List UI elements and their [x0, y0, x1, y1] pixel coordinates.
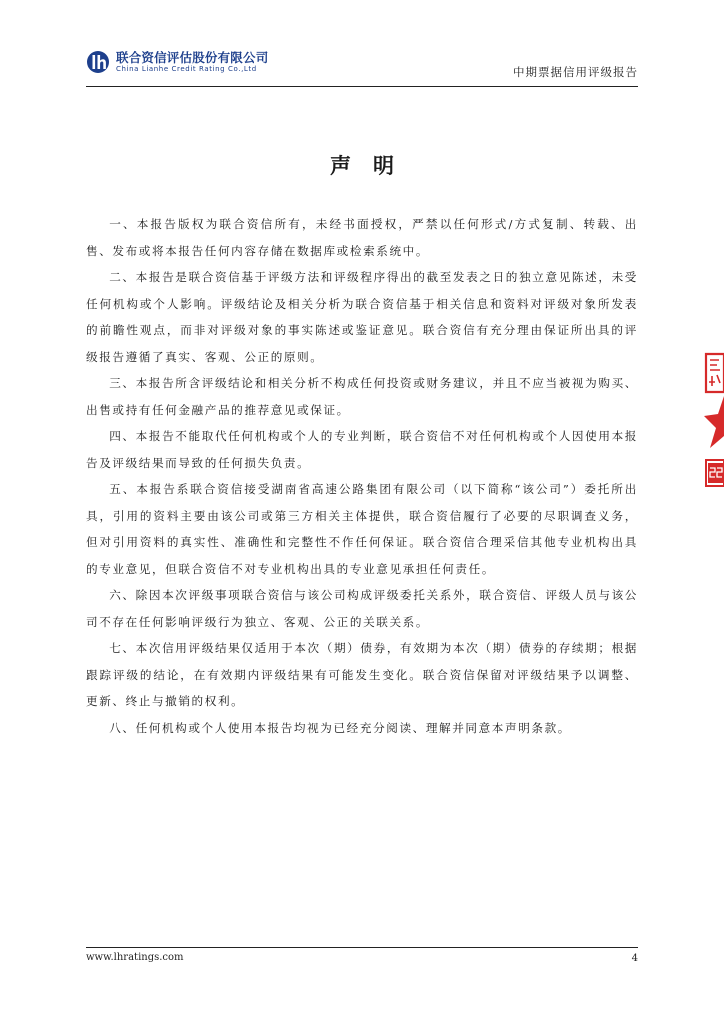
company-name-en: China Lianhe Credit Rating Co.,Ltd	[116, 65, 257, 73]
declaration-item: 五、本报告系联合资信接受湖南省高速公路集团有限公司（以下简称“该公司”）委托所出具，引用的资料主要由该公司或第三方相关主体提供，联合资信履行了必要的尽职调查义务，但对引用资料的真实性、准确性和完整性不作任何保证。联合资信合理采信其他专业机构出具的专业意见，但联合资信不对专业机构出具的专业意见承担任何责任。	[86, 482, 638, 576]
footer-website: www.lhratings.com	[86, 952, 184, 963]
company-name-cn: 联合资信评估股份有限公司	[116, 50, 269, 65]
declaration-body	[86, 211, 638, 741]
report-type: 中期票据信用评级报告	[513, 65, 638, 79]
page-number: 4	[631, 953, 638, 964]
declaration-item: 八、任何机构或个人使用本报告均视为已经充分阅读、理解并同意本声明条款。	[109, 720, 571, 735]
declaration-item: 七、本次信用评级结果仅适用于本次（期）债券，有效期为本次（期）债券的存续期；根据跟踪评级的结论，在有效期内评级结果有可能发生变化。联合资信保留对评级结果予以调整、更新、终止与撤销的权利。	[86, 641, 638, 708]
declaration-item: 三、本报告所含评级结论和相关分析不构成任何投资或财务建议，并且不应当被视为购买、出售或持有任何金融产品的推荐意见或保证。	[86, 376, 638, 417]
footer-divider	[86, 947, 638, 948]
lianhe-logo-icon	[86, 50, 110, 74]
company-seal-stamp	[704, 352, 724, 490]
declaration-item: 六、除因本次评级事项联合资信与该公司构成评级委托关系外，联合资信、评级人员与该公司不存在任何影响评级行为独立、客观、公正的关联关系。	[86, 588, 638, 629]
declaration-item: 一、本报告版权为联合资信所有，未经书面授权，严禁以任何形式/方式复制、转载、出售、发布或将本报告任何内容存储在数据库或检索系统中。	[86, 217, 638, 258]
header-divider	[86, 86, 638, 87]
declaration-item: 四、本报告不能取代任何机构或个人的专业判断，联合资信不对任何机构或个人因使用本报告及评级结果而导致的任何损失负责。	[86, 429, 638, 470]
page-title: 声明	[330, 153, 416, 178]
declaration-item: 二、本报告是联合资信基于评级方法和评级程序得出的截至发表之日的独立意见陈述，未受任何机构或个人影响。评级结论及相关分析为联合资信基于相关信息和资料对评级对象所发表的前瞻性观点，而非对评级对象的事实陈述或鉴证意见。联合资信有充分理由保证所出具的评级报告遵循了真实、客观、公正的原则。	[86, 270, 638, 364]
page-header	[86, 46, 638, 86]
